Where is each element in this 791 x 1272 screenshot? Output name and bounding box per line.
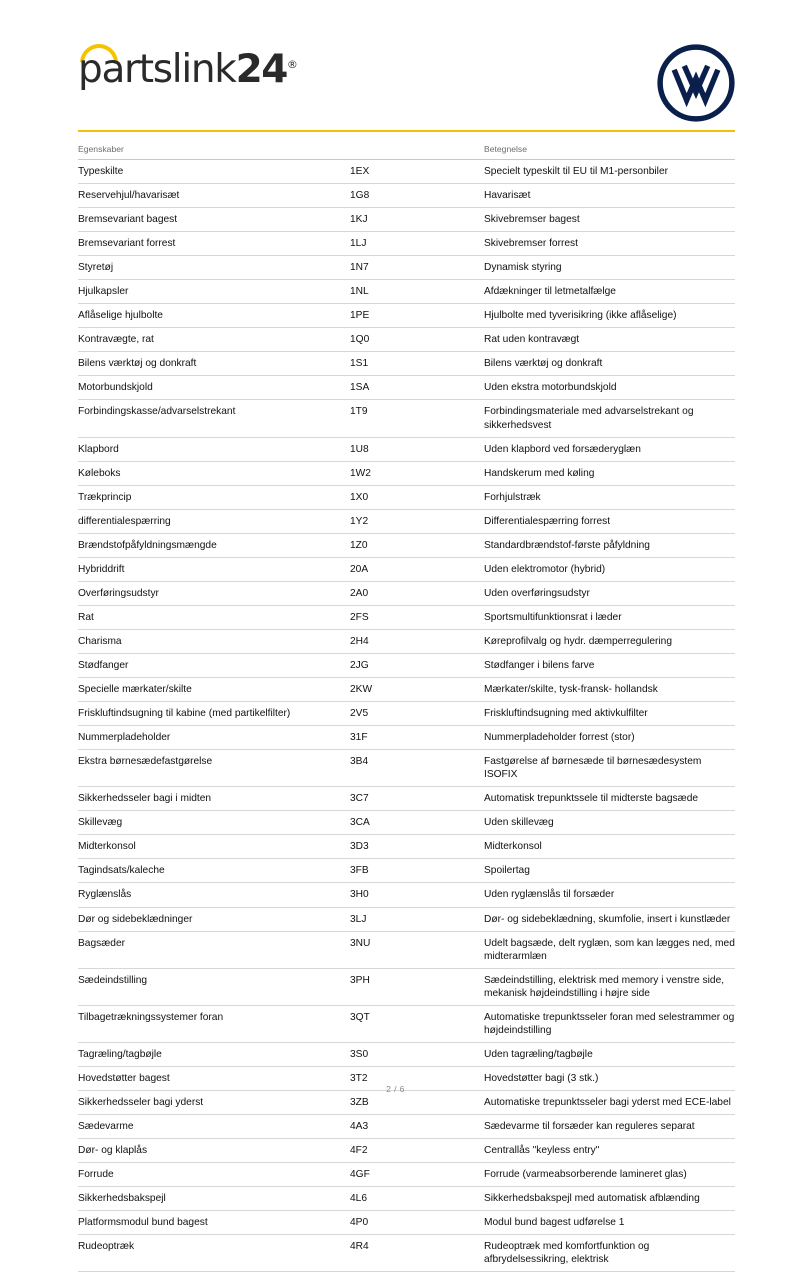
cell-description: Spoilertag	[484, 859, 735, 883]
cell-property: Reservehjul/havarisæt	[78, 184, 350, 208]
cell-code: 2JG	[350, 653, 484, 677]
table-row	[78, 835, 735, 859]
cell-code: 1KJ	[350, 208, 484, 232]
table-row	[78, 533, 735, 557]
cell-property: Dør og sidebeklædninger	[78, 907, 350, 931]
cell-property: Nummerpladeholder	[78, 726, 350, 750]
cell-property: Sikkerhedsbakspejl	[78, 1187, 350, 1211]
table-row	[78, 1005, 735, 1042]
table-row	[78, 678, 735, 702]
cell-description: Skivebremser forrest	[484, 232, 735, 256]
cell-description: Modul bund bagest udførelse 1	[484, 1211, 735, 1235]
cell-code: 1LJ	[350, 232, 484, 256]
cell-description: Mærkater/skilte, tysk-fransk- hollandsk	[484, 678, 735, 702]
table-row	[78, 509, 735, 533]
table-row	[78, 1090, 735, 1114]
cell-code: 4F2	[350, 1139, 484, 1163]
cell-property: Ryglænslås	[78, 883, 350, 907]
cell-property: Overføringsudstyr	[78, 581, 350, 605]
cell-description: Hovedstøtter bagi (3 stk.)	[484, 1066, 735, 1090]
table-row	[78, 1139, 735, 1163]
cell-description: Standardbrændstof-første påfyldning	[484, 533, 735, 557]
cell-property: Rat	[78, 605, 350, 629]
cell-code: 3D3	[350, 835, 484, 859]
cell-code: 3T2	[350, 1066, 484, 1090]
cell-code: 3QT	[350, 1005, 484, 1042]
cell-description: Uden elektromotor (hybrid)	[484, 557, 735, 581]
cell-property: Bagsæder	[78, 931, 350, 968]
cell-description: Køreprofilvalg og hydr. dæmperregulering	[484, 629, 735, 653]
cell-code: 3FB	[350, 859, 484, 883]
cell-property: Bilens værktøj og donkraft	[78, 352, 350, 376]
cell-description: Dør- og sidebeklædning, skumfolie, insert i kunstlæder	[484, 907, 735, 931]
table-row	[78, 352, 735, 376]
cell-property: Brændstofpåfyldningsmængde	[78, 533, 350, 557]
table-row	[78, 400, 735, 437]
cell-code: 1EX	[350, 160, 484, 184]
table-row	[78, 653, 735, 677]
table-row	[78, 859, 735, 883]
table-row	[78, 811, 735, 835]
table-row	[78, 184, 735, 208]
table-row	[78, 605, 735, 629]
partslink24-logo	[78, 47, 298, 92]
cell-code: 1T9	[350, 400, 484, 437]
column-header-description: Betegnelse	[484, 140, 735, 160]
table-row	[78, 883, 735, 907]
cell-code: 3ZB	[350, 1090, 484, 1114]
cell-property: Trækprincip	[78, 485, 350, 509]
cell-description: Stødfanger i bilens farve	[484, 653, 735, 677]
cell-code: 1X0	[350, 485, 484, 509]
table-row	[78, 1114, 735, 1138]
cell-property: Aflåselige hjulbolte	[78, 304, 350, 328]
table-row	[78, 328, 735, 352]
table-row	[78, 557, 735, 581]
cell-code: 3LJ	[350, 907, 484, 931]
cell-code: 4GF	[350, 1163, 484, 1187]
cell-property: Midterkonsol	[78, 835, 350, 859]
cell-description: Centrallås "keyless entry"	[484, 1139, 735, 1163]
cell-code: 1Y2	[350, 509, 484, 533]
cell-property: Motorbundskjold	[78, 376, 350, 400]
column-header-code	[350, 140, 484, 160]
cell-code: 1NL	[350, 280, 484, 304]
cell-property: Sædevarme	[78, 1114, 350, 1138]
table-row	[78, 208, 735, 232]
cell-property: Tilbagetrækningssystemer foran	[78, 1005, 350, 1042]
table-row	[78, 437, 735, 461]
cell-code: 4L6	[350, 1187, 484, 1211]
cell-property: Tagindsats/kaleche	[78, 859, 350, 883]
specifications-table-container	[78, 140, 735, 1272]
cell-property: Hjulkapsler	[78, 280, 350, 304]
cell-description: Havarisæt	[484, 184, 735, 208]
cell-code: 2H4	[350, 629, 484, 653]
brand-number-text: 24	[235, 47, 287, 92]
cell-property: Dør- og klaplås	[78, 1139, 350, 1163]
cell-code: 31F	[350, 726, 484, 750]
cell-code: 3S0	[350, 1042, 484, 1066]
cell-code: 1SA	[350, 376, 484, 400]
cell-description: Sikkerhedsbakspejl med automatisk afblænding	[484, 1187, 735, 1211]
cell-property: Ekstra børnesædefastgørelse	[78, 750, 350, 787]
cell-description: Forrude (varmeabsorberende lamineret glas)	[484, 1163, 735, 1187]
cell-description: Nummerpladeholder forrest (stor)	[484, 726, 735, 750]
cell-property: Tagræling/tagbøjle	[78, 1042, 350, 1066]
cell-code: 3CA	[350, 811, 484, 835]
cell-description: Hjulbolte med tyverisikring (ikke aflåselige)	[484, 304, 735, 328]
cell-code: 1Z0	[350, 533, 484, 557]
cell-property: Skillevæg	[78, 811, 350, 835]
cell-description: Rudeoptræk med komfortfunktion og afbrydelsessikring, elektrisk	[484, 1235, 735, 1272]
cell-property: Sikkerhedsseler bagi i midten	[78, 787, 350, 811]
volkswagen-logo-icon	[657, 44, 735, 127]
cell-description: Specielt typeskilt til EU til M1-personbiler	[484, 160, 735, 184]
cell-description: Afdækninger til letmetalfælge	[484, 280, 735, 304]
cell-property: Friskluftindsugning til kabine (med partikelfilter)	[78, 702, 350, 726]
table-row	[78, 256, 735, 280]
cell-description: Midterkonsol	[484, 835, 735, 859]
cell-description: Forhjulstræk	[484, 485, 735, 509]
cell-code: 20A	[350, 557, 484, 581]
cell-property: Bremsevariant forrest	[78, 232, 350, 256]
cell-description: Uden overføringsudstyr	[484, 581, 735, 605]
cell-code: 1W2	[350, 461, 484, 485]
table-row	[78, 1187, 735, 1211]
cell-property: Platformsmodul bund bagest	[78, 1211, 350, 1235]
cell-property: Charisma	[78, 629, 350, 653]
cell-description: Automatiske trepunktsseler bagi yderst med ECE-label	[484, 1090, 735, 1114]
cell-code: 1Q0	[350, 328, 484, 352]
cell-property: Stødfanger	[78, 653, 350, 677]
page-header	[0, 0, 791, 118]
table-row	[78, 1235, 735, 1272]
brand-name-text: partslink	[78, 47, 236, 92]
table-row	[78, 160, 735, 184]
cell-code: 4P0	[350, 1211, 484, 1235]
cell-property: Køleboks	[78, 461, 350, 485]
cell-property: Sikkerhedsseler bagi yderst	[78, 1090, 350, 1114]
table-row	[78, 629, 735, 653]
cell-description: Udelt bagsæde, delt ryglæn, som kan lægges ned, med midterarmlæn	[484, 931, 735, 968]
table-row	[78, 702, 735, 726]
cell-description: Differentialespærring forrest	[484, 509, 735, 533]
cell-description: Automatisk trepunktssele til midterste bagsæde	[484, 787, 735, 811]
cell-description: Forbindingsmateriale med advarselstrekant og sikkerhedsvest	[484, 400, 735, 437]
cell-code: 2KW	[350, 678, 484, 702]
table-row	[78, 1163, 735, 1187]
table-row	[78, 726, 735, 750]
table-row	[78, 376, 735, 400]
cell-code: 4R4	[350, 1235, 484, 1272]
cell-description: Automatiske trepunktsseler foran med selestrammer og højdeindstilling	[484, 1005, 735, 1042]
cell-description: Uden ryglænslås til forsæder	[484, 883, 735, 907]
cell-property: Rudeoptræk	[78, 1235, 350, 1272]
brand-wordmark	[78, 47, 298, 92]
table-row	[78, 581, 735, 605]
cell-description: Uden klapbord ved forsæderyglæn	[484, 437, 735, 461]
cell-property: Typeskilte	[78, 160, 350, 184]
cell-property: Specielle mærkater/skilte	[78, 678, 350, 702]
cell-code: 3C7	[350, 787, 484, 811]
cell-code: 2V5	[350, 702, 484, 726]
table-row	[78, 1211, 735, 1235]
table-row	[78, 931, 735, 968]
table-row	[78, 968, 735, 1005]
cell-code: 1N7	[350, 256, 484, 280]
table-row	[78, 787, 735, 811]
cell-code: 1G8	[350, 184, 484, 208]
cell-code: 3NU	[350, 931, 484, 968]
cell-code: 1PE	[350, 304, 484, 328]
cell-property: Hovedstøtter bagest	[78, 1066, 350, 1090]
cell-code: 2FS	[350, 605, 484, 629]
table-row	[78, 750, 735, 787]
cell-description: Rat uden kontravægt	[484, 328, 735, 352]
table-row	[78, 232, 735, 256]
table-row	[78, 907, 735, 931]
table-row	[78, 280, 735, 304]
cell-property: Klapbord	[78, 437, 350, 461]
specifications-table	[78, 140, 735, 1272]
cell-property: Kontravægte, rat	[78, 328, 350, 352]
table-row	[78, 1042, 735, 1066]
cell-description: Uden ekstra motorbundskjold	[484, 376, 735, 400]
cell-code: 1U8	[350, 437, 484, 461]
cell-description: Friskluftindsugning med aktivkulfilter	[484, 702, 735, 726]
page-number: 2 / 6	[386, 1084, 405, 1094]
cell-code: 1S1	[350, 352, 484, 376]
cell-description: Skivebremser bagest	[484, 208, 735, 232]
cell-description: Handskerum med køling	[484, 461, 735, 485]
cell-property: Forrude	[78, 1163, 350, 1187]
cell-description: Sædeindstilling, elektrisk med memory i venstre side, mekanisk højdeindstilling i højre side	[484, 968, 735, 1005]
header-divider	[78, 130, 735, 132]
cell-property: Sædeindstilling	[78, 968, 350, 1005]
cell-description: Sædevarme til forsæder kan reguleres separat	[484, 1114, 735, 1138]
cell-property: Styretøj	[78, 256, 350, 280]
cell-code: 3PH	[350, 968, 484, 1005]
table-row	[78, 304, 735, 328]
cell-description: Bilens værktøj og donkraft	[484, 352, 735, 376]
registered-mark: ®	[286, 58, 298, 71]
cell-property: differentialespærring	[78, 509, 350, 533]
cell-code: 3B4	[350, 750, 484, 787]
cell-property: Forbindingskasse/advarselstrekant	[78, 400, 350, 437]
cell-description: Uden tagræling/tagbøjle	[484, 1042, 735, 1066]
cell-code: 3H0	[350, 883, 484, 907]
cell-description: Dynamisk styring	[484, 256, 735, 280]
cell-description: Fastgørelse af børnesæde til børnesædesystem ISOFIX	[484, 750, 735, 787]
table-header-row	[78, 140, 735, 160]
cell-property: Bremsevariant bagest	[78, 208, 350, 232]
page-footer	[0, 1084, 791, 1094]
cell-description: Uden skillevæg	[484, 811, 735, 835]
column-header-property: Egenskaber	[78, 140, 350, 160]
cell-code: 2A0	[350, 581, 484, 605]
cell-property: Hybriddrift	[78, 557, 350, 581]
table-row	[78, 461, 735, 485]
cell-code: 4A3	[350, 1114, 484, 1138]
cell-description: Sportsmultifunktionsrat i læder	[484, 605, 735, 629]
table-body	[78, 160, 735, 1272]
table-row	[78, 485, 735, 509]
